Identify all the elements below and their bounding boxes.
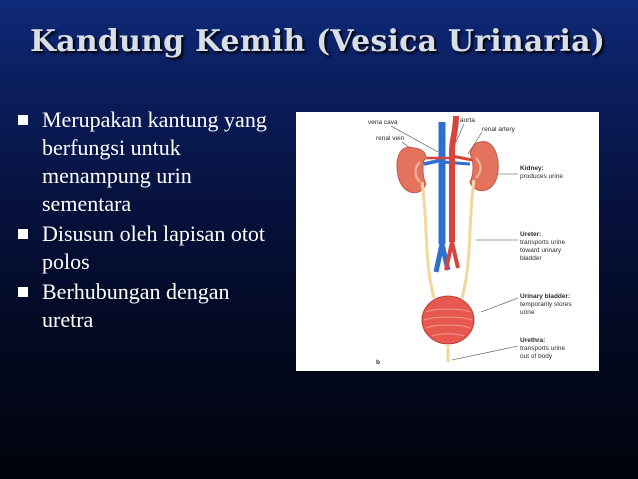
bullet-list (14, 106, 286, 336)
label-ureter-desc-2: toward urinary (520, 247, 562, 254)
ureters (422, 180, 474, 298)
aorta (426, 116, 472, 270)
label-urethra-title: Urethra: (520, 337, 546, 344)
label-urethra-desc-1: transports urine (520, 345, 566, 352)
bullet-square-icon (18, 115, 28, 125)
bullet-item (14, 106, 286, 218)
label-ureter-title: Ureter: (520, 231, 542, 238)
label-kidney-desc: produces urine (520, 173, 563, 180)
label-urethra-desc-2: out of body (520, 353, 553, 360)
label-ureter-desc-3: bladder (520, 255, 542, 262)
urinary-system-figure (296, 112, 599, 371)
bullet-square-icon (18, 287, 28, 297)
label-panel-b: b (376, 359, 380, 366)
urinary-bladder (422, 296, 474, 344)
bullet-square-icon (18, 229, 28, 239)
bullet-text: Disusun oleh lapisan otot polos (42, 221, 266, 274)
label-bladder-desc-2: urine (520, 309, 535, 316)
label-aorta: aorta (460, 117, 475, 124)
slide-title: Kandung Kemih (Vesica Urinaria) (30, 24, 606, 59)
label-kidney-title: Kidney: (520, 165, 544, 172)
label-ureter-desc-1: transports urine (520, 239, 566, 246)
label-bladder-desc-1: temporarily stores (520, 301, 572, 308)
label-vena-cava: vena cava (368, 119, 398, 126)
urinary-system-diagram (296, 112, 599, 371)
bullet-item (14, 278, 286, 334)
bullet-text: Merupakan kantung yang berfungsi untuk menampung urin sementara (42, 107, 267, 216)
label-renal-vein: renal vein (376, 135, 405, 142)
bullet-item (14, 220, 286, 276)
label-renal-artery: renal artery (482, 126, 515, 133)
label-bladder-title: Urinary bladder: (520, 293, 571, 300)
bullet-text: Berhubungan dengan uretra (42, 279, 230, 332)
vena-cava (424, 122, 470, 272)
